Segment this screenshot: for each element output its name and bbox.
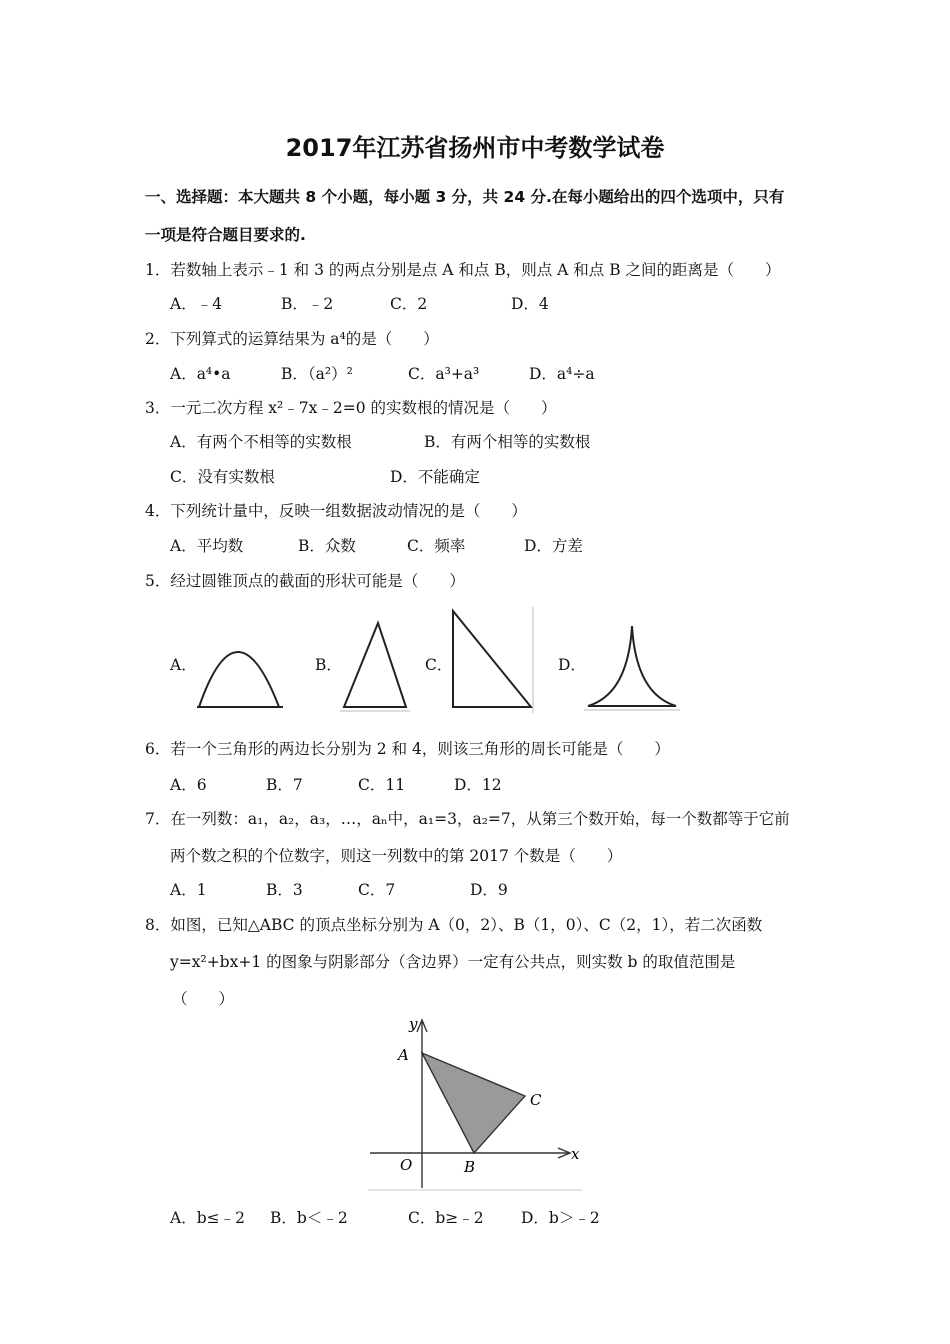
question-5-stem: 5．经过圆锥顶点的截面的形状可能是（ ） xyxy=(145,572,465,590)
q6-option-d: D．12 xyxy=(454,776,502,794)
q8-coordinate-graph xyxy=(362,1010,587,1192)
question-7-stem-line1: 7．在一列数：a₁，a₂，a₃，…，aₙ中，a₁=3，a₂=7，从第三个数开始，每一个数都等于它前 xyxy=(145,810,790,828)
q5-option-a: A． xyxy=(170,656,197,674)
question-2-stem: 2．下列算式的运算结果为 a⁴的是（ ） xyxy=(145,330,439,348)
graph-x-label: x xyxy=(571,1145,580,1163)
q4-option-c: C．频率 xyxy=(407,537,466,555)
q4-option-a: A．平均数 xyxy=(170,537,244,555)
q1-option-a: A．﹣4 xyxy=(170,295,223,313)
q3-option-a: A．有两个不相等的实数根 xyxy=(170,433,352,451)
section-heading-line1: 一、选择题：本大题共 8 个小题，每小题 3 分，共 24 分.在每小题给出的四个选项中，只有 xyxy=(145,188,785,206)
q7-option-a: A．1 xyxy=(170,881,207,899)
q8-option-d: D．b＞﹣2 xyxy=(521,1209,600,1227)
page-title: 2017年江苏省扬州市中考数学试卷 xyxy=(285,134,665,162)
q5-figure-b-acute-triangle xyxy=(338,615,413,715)
q5-figure-a-parabola xyxy=(195,625,287,715)
q3-option-c: C．没有实数根 xyxy=(170,468,275,486)
q8-option-c: C．b≥﹣2 xyxy=(408,1209,484,1227)
q7-option-d: D．9 xyxy=(470,881,508,899)
q5-figure-d-concave-triangle xyxy=(584,620,680,716)
q1-option-b: B．﹣2 xyxy=(281,295,334,313)
question-8-stem-line2: y=x²+bx+1 的图象与阴影部分（含边界）一定有公共点，则实数 b 的取值范围是 xyxy=(170,953,736,971)
graph-point-c-label: C xyxy=(530,1091,542,1109)
q8-option-b: B．b＜﹣2 xyxy=(270,1209,348,1227)
q1-option-c: C．2 xyxy=(390,295,428,313)
q5-option-d: D． xyxy=(558,656,586,674)
q2-option-a: A．a⁴•a xyxy=(170,365,231,383)
q1-option-d: D．4 xyxy=(511,295,549,313)
q6-option-b: B．7 xyxy=(266,776,303,794)
question-3-stem: 3．一元二次方程 x²﹣7x﹣2=0 的实数根的情况是（ ） xyxy=(145,399,557,417)
question-4-stem: 4．下列统计量中，反映一组数据波动情况的是（ ） xyxy=(145,502,527,520)
question-6-stem: 6．若一个三角形的两边长分别为 2 和 4，则该三角形的周长可能是（ ） xyxy=(145,740,670,758)
graph-point-a-label: A xyxy=(398,1046,409,1064)
question-1-stem: 1．若数轴上表示﹣1 和 3 的两点分别是点 A 和点 B，则点 A 和点 B 之间的距离是（ ） xyxy=(145,261,781,279)
q8-option-a: A．b≤﹣2 xyxy=(170,1209,245,1227)
q4-option-b: B．众数 xyxy=(298,537,356,555)
question-7-stem-line2: 两个数之积的个位数字，则这一列数中的第 2017 个数是（ ） xyxy=(170,847,623,865)
question-8-stem-line1: 8．如图，已知△ABC 的顶点坐标分别为 A（0，2）、B（1，0）、C（2，1），若二次函数 xyxy=(145,916,763,934)
q7-option-b: B．3 xyxy=(266,881,303,899)
q2-option-d: D．a⁴÷a xyxy=(529,365,595,383)
q4-option-d: D．方差 xyxy=(524,537,583,555)
q6-option-c: C．11 xyxy=(358,776,406,794)
q7-option-c: C．7 xyxy=(358,881,396,899)
section-heading-line2: 一项是符合题目要求的. xyxy=(145,226,306,244)
graph-point-b-label: B xyxy=(464,1158,476,1176)
graph-y-label: y xyxy=(409,1015,418,1033)
q2-option-c: C．a³+a³ xyxy=(408,365,480,383)
q6-option-a: A．6 xyxy=(170,776,207,794)
q5-figure-c-right-triangle xyxy=(445,605,537,717)
q5-option-c: C． xyxy=(425,656,453,674)
q3-option-b: B．有两个相等的实数根 xyxy=(424,433,591,451)
graph-origin-label: O xyxy=(400,1156,413,1174)
question-8-stem-line3: （ ） xyxy=(172,990,235,1008)
q3-option-d: D．不能确定 xyxy=(390,468,480,486)
q2-option-b: B．（a²）² xyxy=(281,365,353,383)
q5-option-b: B． xyxy=(315,656,342,674)
